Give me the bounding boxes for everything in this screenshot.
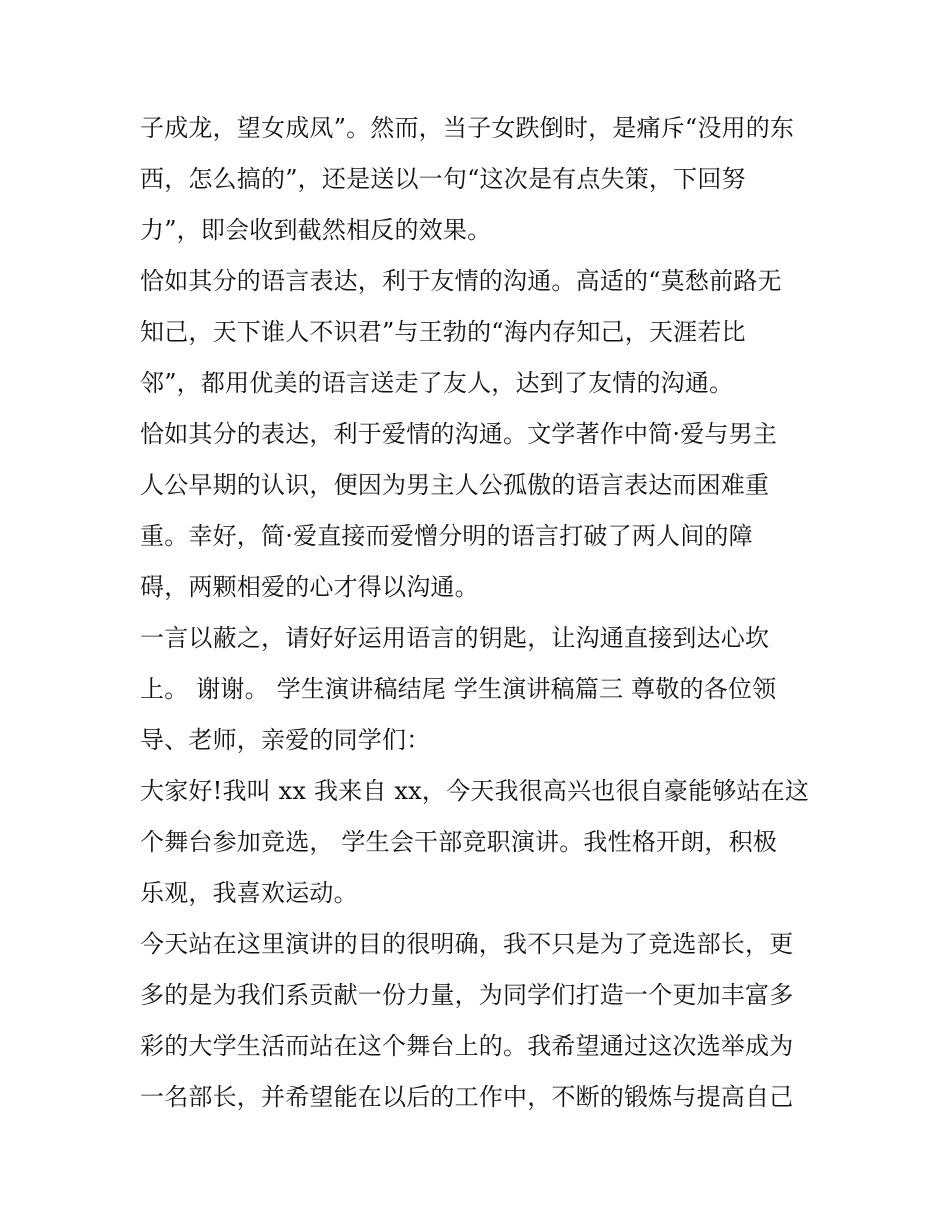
text-line: 导、老师，亲爱的同学们： — [140, 726, 431, 754]
text-line: 一言以蔽之，请好好运用语言的钥匙，让沟通直接到达心坎 — [140, 624, 770, 652]
text-line: 个舞台参加竞选， 学生会干部竞职演讲。我性格开朗，积极 — [140, 828, 778, 856]
text-line: 重。幸好，简·爱直接而爱憎分明的语言打破了两人间的障 — [140, 522, 753, 550]
text-line: 子成龙，望女成凤”。然而，当子女跌倒时，是痛斥“没用的东 — [140, 114, 795, 142]
text-line: 多的是为我们系贡献一份力量，为同学们打造一个更加丰富多 — [140, 981, 794, 1009]
text-line: 碍，两颗相爱的心才得以沟通。 — [140, 573, 479, 601]
text-line: 恰如其分的语言表达，利于友情的沟通。高适的“莫愁前路无 — [140, 267, 782, 295]
text-line: 西，怎么搞的”，还是送以一句“这次是有点失策，下回努 — [140, 165, 746, 193]
text-line: 乐观，我喜欢运动。 — [140, 879, 358, 907]
text-line: 大家好!我叫 xx 我来自 xx，今天我很高兴也很自豪能够站在这 — [140, 777, 810, 805]
text-line: 今天站在这里演讲的目的很明确，我不只是为了竞选部长，更 — [140, 930, 794, 958]
text-line: 一名部长，并希望能在以后的工作中，不断的锻炼与提高自己 — [140, 1083, 794, 1111]
text-line: 恰如其分的表达，利于爱情的沟通。文学著作中简·爱与男主 — [140, 420, 778, 448]
text-line: 知己，天下谁人不识君”与王勃的“海内存知己，天涯若比 — [140, 318, 746, 346]
text-line: 上。 谢谢。 学生演讲稿结尾 学生演讲稿篇三 尊敬的各位领 — [140, 675, 777, 703]
document-body — [140, 103, 820, 1123]
text-line: 邻”，都用优美的语言送走了友人，达到了友情的沟通。 — [140, 369, 734, 397]
text-line: 力”，即会收到截然相反的效果。 — [140, 216, 492, 244]
text-line: 人公早期的认识，便因为男主人公孤傲的语言表达而困难重 — [140, 471, 770, 499]
text-line: 彩的大学生活而站在这个舞台上的。我希望通过这次选举成为 — [140, 1032, 794, 1060]
